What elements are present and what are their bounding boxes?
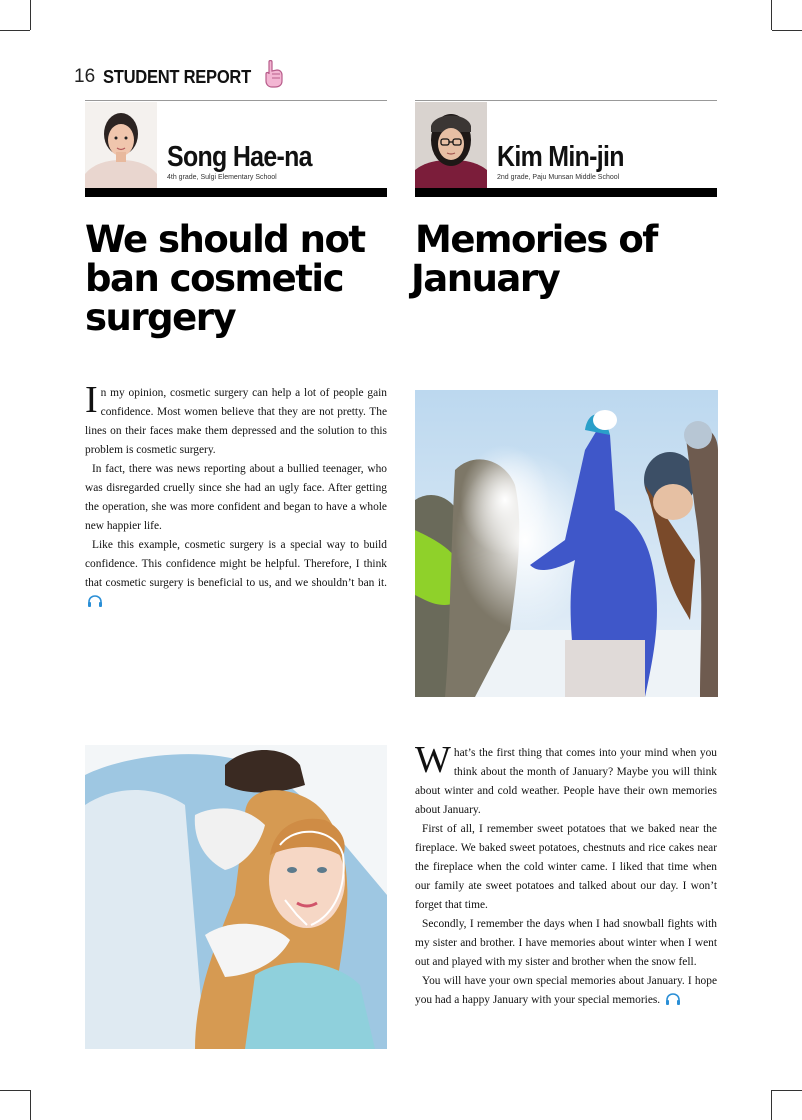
headline-line: We should not: [85, 218, 365, 261]
crop-mark: [0, 1090, 30, 1091]
byline-rule: [85, 100, 387, 101]
crop-mark: [772, 1090, 802, 1091]
article-headline: [411, 220, 731, 298]
author-photo: [85, 102, 157, 188]
paragraph: [85, 536, 387, 612]
paragraph: In fact, there was news reporting about a bullied teenager, who was disregarded cruelly since she had an ugly face. After getting the operation, she was more confident and began to have a whole new happier life.: [85, 463, 387, 532]
author-photo: [415, 102, 487, 188]
page-header: [74, 62, 264, 92]
crop-mark: [0, 30, 30, 31]
crop-mark: [30, 1090, 31, 1120]
author-school: 4th grade, Sulgi Elementary School: [167, 174, 277, 181]
headline-line: January: [411, 257, 560, 300]
crop-mark: [771, 1090, 772, 1120]
headline-line: ban cosmetic: [85, 257, 344, 300]
paragraph: [415, 739, 717, 820]
article-headline: [85, 220, 395, 337]
paragraph-text: Like this example, cosmetic surgery is a special way to build confidence. This confidence might be helpful. Therefore, I think that cosmetic surgery is beneficial to us, and we shouldn’t ban it.: [85, 539, 387, 589]
article-body: [85, 379, 387, 612]
byline-bar: [85, 188, 387, 197]
snowball-fight-photo: [415, 390, 718, 697]
byline-rule: [415, 100, 717, 101]
crop-mark: [30, 0, 31, 30]
section-title: STUDENT REPORT: [103, 66, 252, 87]
author-name: Song Hae-na: [167, 141, 312, 173]
paragraph: [85, 379, 387, 460]
paragraph: Secondly, I remember the days when I had snowball fights with my sister and brother. I have memories about winter when I went out and played with my sister and brother when the snow fell.: [415, 918, 717, 968]
byline-bar: [415, 188, 717, 197]
author-name: Kim Min-jin: [497, 141, 624, 173]
headphones-icon: [665, 993, 681, 1005]
pointing-hand-icon: [262, 60, 286, 88]
headline-line: Memories of: [415, 218, 657, 261]
crop-mark: [772, 30, 802, 31]
drop-cap: W: [415, 739, 451, 781]
headline-line: surgery: [85, 296, 236, 339]
paragraph: [415, 972, 717, 1010]
drop-cap: I: [85, 379, 98, 421]
article-body: [415, 739, 717, 1010]
paragraph-text: n my opinion, cosmetic surgery can help a lot of people gain confidence. Most women believe that they are not pretty. The lines on their faces make them depressed and the solution to this problem is cosmetic surgery.: [85, 387, 387, 456]
author-school: 2nd grade, Paju Munsan Middle School: [497, 174, 620, 181]
paragraph: First of all, I remember sweet potatoes that we baked near the fireplace. We baked sweet potatoes, chestnuts and rice cakes near the fireplace when the cold winter came. I liked that time when our family ate sweet potatoes and talked about our day. I won’t forget that time.: [415, 823, 717, 911]
headphones-icon: [87, 595, 103, 607]
cosmetic-surgery-photo: [85, 745, 387, 1049]
paragraph-text: hat’s the first thing that comes into your mind when you think about the month of January? Maybe you will think about winter and cold weather. People have their own memories about January.: [415, 747, 717, 816]
paragraph-text: You will have your own special memories about January. I hope you had a happy January with your special memories.: [415, 975, 717, 1006]
page-number: 16: [74, 66, 96, 87]
crop-mark: [771, 0, 772, 30]
